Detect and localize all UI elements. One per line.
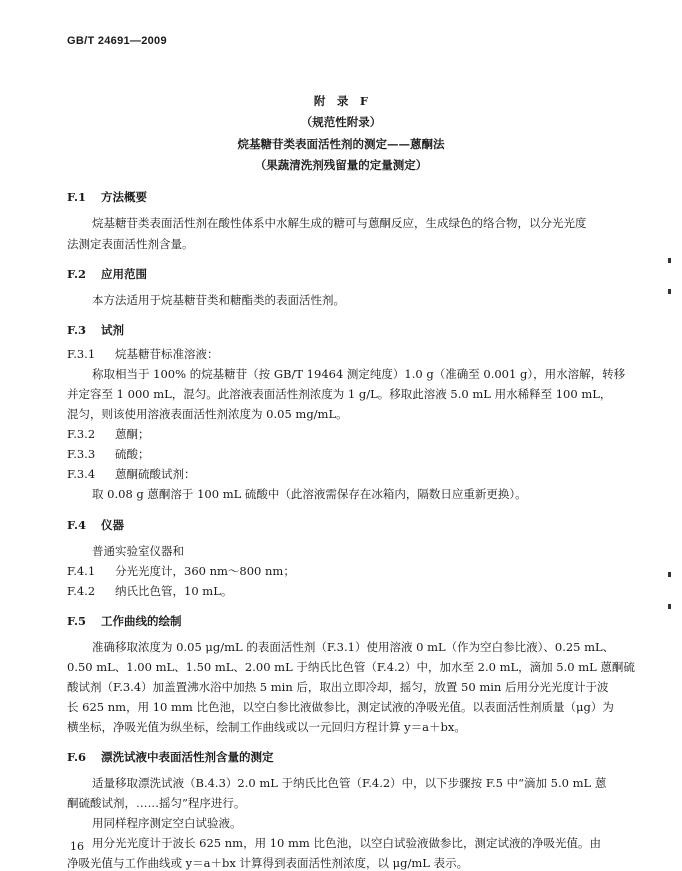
paragraph-line: 适量移取漂洗试液（B.4.3）2.0 mL 于纳氏比色管（F.4.2）中，以下步骤按 F.5 中“滴加 5.0 mL 蒽 <box>92 776 607 790</box>
clause-number: F.3.3 <box>67 447 96 461</box>
scan-mark <box>668 604 671 609</box>
section-number: F.5 <box>67 614 87 628</box>
clause-text: 分光光度计，360 nm～800 nm； <box>115 564 295 578</box>
paragraph-line: 普通实验室仪器和 <box>92 544 184 558</box>
section-number: F.3 <box>67 323 87 337</box>
paragraph-line: 准确移取浓度为 0.05 μg/mL 的表面活性剂（F.3.1）使用溶液 0 mL（作为空白参比液）、0.25 mL、 <box>92 640 615 654</box>
clause-text: 蒽酮； <box>115 427 150 441</box>
paragraph-line: 横坐标，净吸光值为纵坐标，绘制工作曲线或以一元回归方程计算 y＝a＋bx。 <box>67 720 466 734</box>
scan-mark <box>668 572 671 577</box>
annex-subtitle: （果蔬清洗剂残留量的定量测定） <box>254 158 428 172</box>
paragraph-line: 用分光光度计于波长 625 nm，用 10 mm 比色池，以空白试验液做参比，测定试液的净吸光值。由 <box>92 836 601 850</box>
section-f4-heading <box>67 517 124 533</box>
clause-number: F.4.1 <box>67 564 96 578</box>
clause-number: F.3.4 <box>67 467 96 481</box>
paragraph-line: 用同样程序测定空白试验液。 <box>92 816 242 830</box>
section-number: F.1 <box>67 190 87 204</box>
page-number: 16 <box>70 840 84 853</box>
clause-f42 <box>67 583 232 599</box>
section-title: 方法概要 <box>101 190 147 204</box>
annex-title: 烷基糖苷类表面活性剂的测定——蒽酮法 <box>237 137 445 151</box>
annex-normative: （规范性附录） <box>300 115 382 129</box>
paragraph-line: 净吸光值与工作曲线或 y＝a＋bx 计算得到表面活性剂浓度，以 μg/mL 表示。 <box>67 856 469 870</box>
clause-number: F.3.2 <box>67 427 96 441</box>
section-title: 工作曲线的绘制 <box>101 614 182 628</box>
paragraph-line: 法测定表面活性剂含量。 <box>67 237 194 251</box>
annex-label: 附 录 F <box>313 94 369 108</box>
section-number: F.4 <box>67 518 87 532</box>
standard-number: GB/T 24691—2009 <box>67 35 167 47</box>
section-f6-heading <box>67 749 274 765</box>
section-title: 仪器 <box>101 518 124 532</box>
clause-text: 纳氏比色管，10 mL。 <box>115 584 233 598</box>
section-number: F.2 <box>67 267 87 281</box>
paragraph-line: 烷基糖苷类表面活性剂在酸性体系中水解生成的糖可与蒽酮反应，生成绿色的络合物，以分光光度 <box>92 216 587 230</box>
section-f1-heading <box>67 189 147 205</box>
section-f5-heading <box>67 613 182 629</box>
clause-f33 <box>67 446 150 462</box>
section-title: 试剂 <box>101 323 124 337</box>
section-number: F.6 <box>67 750 87 764</box>
clause-text: 蒽酮硫酸试剂： <box>115 467 196 481</box>
clause-f31 <box>67 346 219 362</box>
clause-text: 烷基糖苷标准溶液： <box>115 347 219 361</box>
clause-text: 硫酸； <box>115 447 150 461</box>
scan-mark <box>668 258 671 263</box>
paragraph-line: 本方法适用于烷基糖苷类和糖酯类的表面活性剂。 <box>92 293 345 307</box>
section-f3-heading <box>67 322 124 338</box>
section-title: 应用范围 <box>101 267 147 281</box>
scan-mark <box>668 289 671 294</box>
section-f2-heading <box>67 266 147 282</box>
paragraph-line: 取 0.08 g 蒽酮溶于 100 mL 硫酸中（此溶液需保存在冰箱内，隔数日应重新更换）。 <box>92 487 527 501</box>
clause-f32 <box>67 426 150 442</box>
paragraph-line: 称取相当于 100% 的烷基糖苷（按 GB/T 19464 测定纯度）1.0 g（准确至 0.001 g），用水溶解，转移 <box>92 367 626 381</box>
section-title: 漂洗试液中表面活性剂含量的测定 <box>101 750 274 764</box>
clause-number: F.3.1 <box>67 347 96 361</box>
paragraph-line: 酮硫酸试剂，……摇匀”程序进行。 <box>67 796 246 810</box>
clause-number: F.4.2 <box>67 584 96 598</box>
paragraph-line: 并定容至 1 000 mL，混匀。此溶液表面活性剂浓度为 1 g/L。移取此溶液 5.0 mL 用水稀释至 100 mL， <box>67 387 612 401</box>
clause-f41 <box>67 563 295 579</box>
paragraph-line: 长 625 nm，用 10 mm 比色池，以空白参比液做参比，测定试液的净吸光值。以表面活性剂质量（μg）为 <box>67 700 614 714</box>
paragraph-line: 混匀，则该使用溶液表面活性剂浓度为 0.05 mg/mL。 <box>67 407 348 421</box>
paragraph-line: 酸试剂（F.3.4）加盖置沸水浴中加热 5 min 后，取出立即冷却，摇匀，放置 50 min 后用分光光度计于波 <box>67 680 609 694</box>
clause-f34 <box>67 466 196 482</box>
paragraph-line: 0.50 mL、1.00 mL、1.50 mL、2.00 mL 于纳氏比色管（F.4.2）中，加水至 2.0 mL，滴加 5.0 mL 蒽酮硫 <box>67 660 635 674</box>
